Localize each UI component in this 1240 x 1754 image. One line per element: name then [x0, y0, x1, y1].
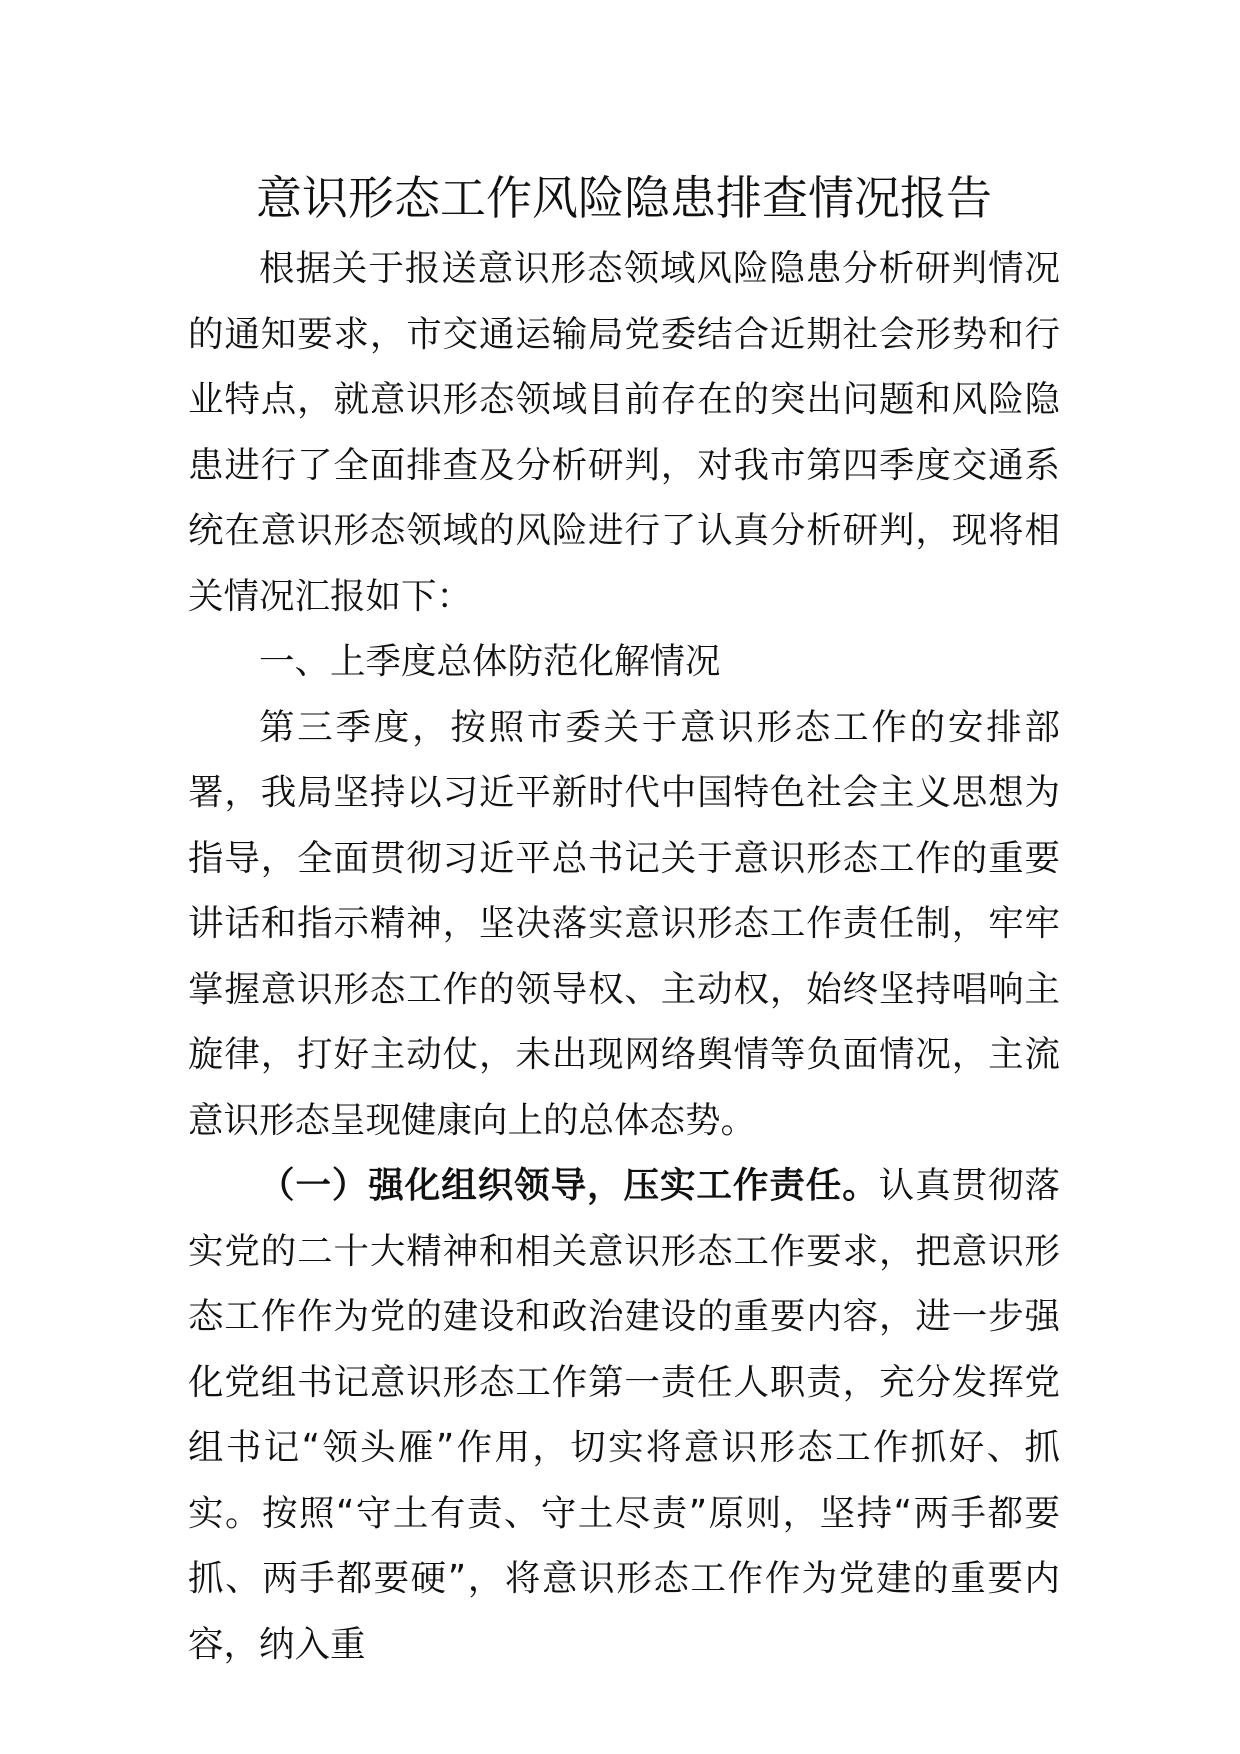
document-body — [188, 236, 1060, 1677]
intro-paragraph: 根据关于报送意识形态领域风险隐患分析研判情况的通知要求，市交通运输局党委结合近期社会形势和行业特点，就意识形态领域目前存在的突出问题和风险隐患进行了全面排查及分析研判，对我市第四季度交通系统在意识形态领域的风险进行了认真分析研判，现将相关情况汇报如下： — [188, 248, 1060, 617]
subsection-paragraph — [188, 1153, 1060, 1677]
summary-paragraph: 第三季度，按照市委关于意识形态工作的安排部署，我局坚持以习近平新时代中国特色社会主义思想为指导，全面贯彻习近平总书记关于意识形态工作的重要讲话和指示精神，坚决落实意识形态工作责任制，牢牢掌握意识形态工作的领导权、主动权，始终坚持唱响主旋律，打好主动仗，未出现网络舆情等负面情况，主流意识形态呈现健康向上的总体态势。 — [188, 706, 1060, 1141]
subsection-text: 认真贯彻落实党的二十大精神和相关意识形态工作要求，把意识形态工作作为党的建设和政治建设的重要内容，进一步强化党组书记意识形态工作第一责任人职责，充分发挥党组书记“领头雁”作用，切实将意识形态工作抓好、抓实。按照“守土有责、守土尽责”原则，坚持“两手都要抓、两手都要硬”，将意识形态工作作为党建的重要内容，纳入重 — [188, 1165, 1060, 1665]
document-title: 意识形态工作风险隐患排查情况报告 — [256, 171, 992, 225]
subsection-heading: （一）强化组织领导，压实工作责任。 — [259, 1165, 879, 1206]
section-heading: 一、上季度总体防范化解情况 — [259, 641, 721, 682]
